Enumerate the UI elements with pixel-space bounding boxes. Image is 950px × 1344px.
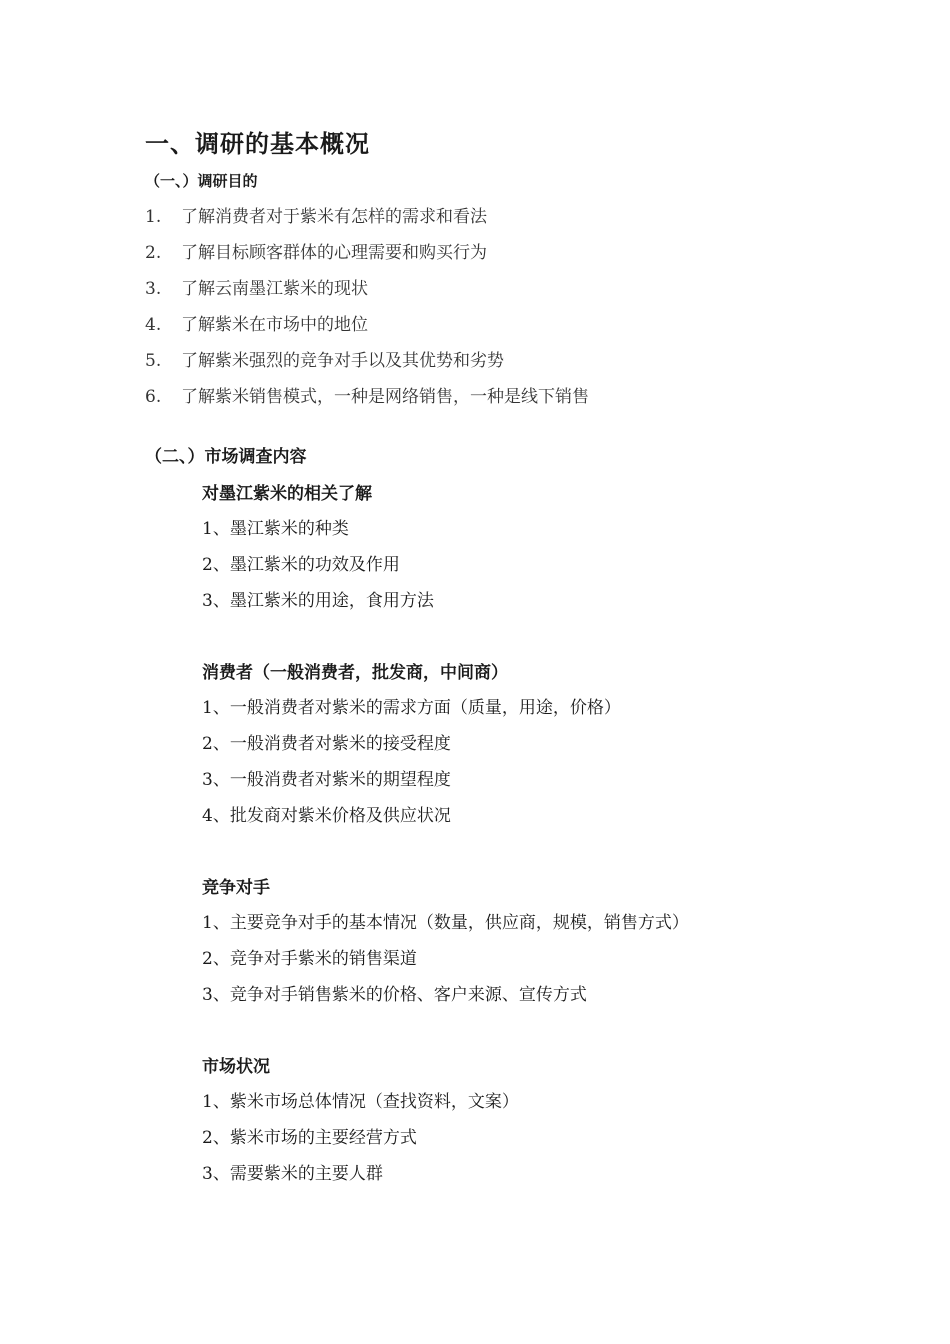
- purpose-item: [145, 274, 368, 299]
- group-item: 2、墨江紫米的功效及作用: [202, 555, 400, 575]
- item-text: 了解紫米在市场中的地位: [181, 315, 368, 335]
- group-item: 2、紫米市场的主要经营方式: [202, 1128, 417, 1148]
- purpose-item: [145, 346, 504, 371]
- purpose-item: [145, 310, 368, 335]
- group-title: 市场状况: [202, 1057, 270, 1077]
- document-title: 一、调研的基本概况: [145, 130, 370, 158]
- item-text: 了解消费者对于紫米有怎样的需求和看法: [181, 207, 487, 227]
- item-text: 了解云南墨江紫米的现状: [181, 279, 368, 299]
- item-number: 6.: [145, 387, 162, 407]
- section-heading-survey: （二、）市场调查内容: [145, 447, 307, 467]
- item-number: 3.: [145, 279, 162, 299]
- group-item: 3、需要紫米的主要人群: [202, 1164, 383, 1184]
- group-title: 消费者（一般消费者，批发商，中间商）: [202, 663, 508, 683]
- group-item: 1、紫米市场总体情况（查找资料，文案）: [202, 1092, 519, 1112]
- group-title: 对墨江紫米的相关了解: [202, 484, 372, 504]
- group-item: 2、竞争对手紫米的销售渠道: [202, 949, 417, 969]
- group-item: 1、一般消费者对紫米的需求方面（质量，用途，价格）: [202, 698, 621, 718]
- purpose-item: [145, 238, 487, 263]
- group-title: 竞争对手: [202, 878, 270, 898]
- group-item: 1、主要竞争对手的基本情况（数量，供应商，规模，销售方式）: [202, 913, 689, 933]
- group-item: 4、批发商对紫米价格及供应状况: [202, 806, 451, 826]
- item-number: 4.: [145, 315, 162, 335]
- group-item: 3、墨江紫米的用途，食用方法: [202, 591, 434, 611]
- section-heading-purpose: （一、）调研目的: [145, 172, 258, 190]
- group-item: 3、一般消费者对紫米的期望程度: [202, 770, 451, 790]
- purpose-item: [145, 382, 589, 407]
- item-number: 1.: [145, 207, 162, 227]
- item-text: 了解紫米销售模式，一种是网络销售，一种是线下销售: [181, 387, 589, 407]
- item-number: 5.: [145, 351, 162, 371]
- item-text: 了解紫米强烈的竞争对手以及其优势和劣势: [181, 351, 504, 371]
- purpose-item: [145, 202, 487, 227]
- group-item: 1、墨江紫米的种类: [202, 519, 349, 539]
- item-text: 了解目标顾客群体的心理需要和购买行为: [181, 243, 487, 263]
- group-item: 3、竞争对手销售紫米的价格、客户来源、宣传方式: [202, 985, 587, 1005]
- group-item: 2、一般消费者对紫米的接受程度: [202, 734, 451, 754]
- item-number: 2.: [145, 243, 162, 263]
